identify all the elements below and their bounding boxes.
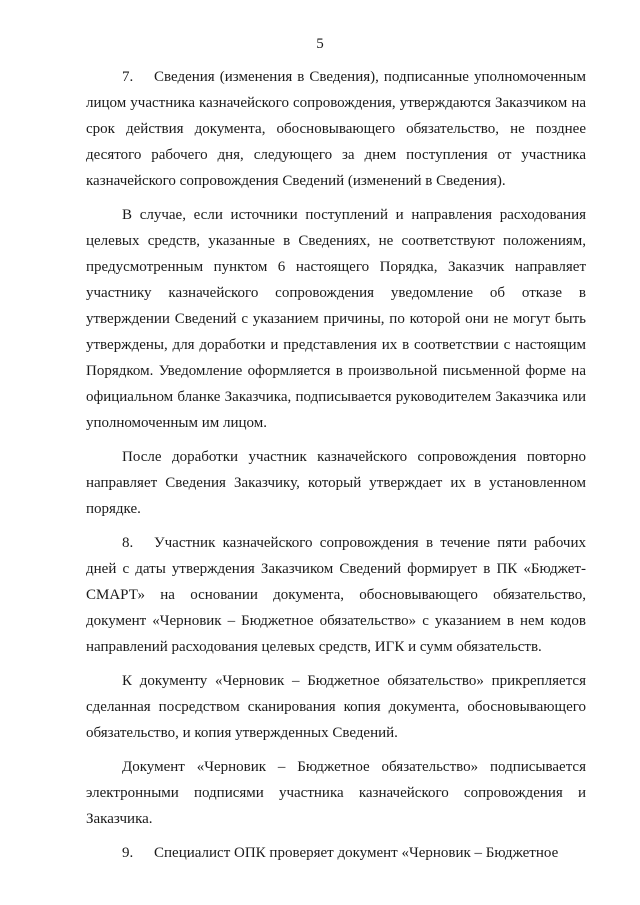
paragraph-refusal (86, 202, 586, 436)
item-number: 8. (122, 535, 134, 551)
paragraph-text: К документу «Черновик – Бюджетное обязательство» прикрепляется сделанная посредством сканирования копия документа, обосновывающего обязательство, и копия утвержденных Сведений. (86, 673, 586, 741)
item-number: 7. (122, 69, 134, 85)
paragraph-resubmit (86, 444, 586, 522)
paragraph-item-8 (86, 530, 586, 660)
page-number: 5 (316, 36, 324, 52)
paragraph-text: Участник казначейского сопровождения в течение пяти рабочих дней с даты утверждения Заказчиком Сведений формирует в ПК «Бюджет-СМАРТ» на основании документа, обосновывающего обязательство, документ «Черновик – Бюджетное обязательство» с указанием в нем кодов направлений расходования целевых средств, ИГК и сумм обязательств. (86, 535, 586, 655)
document-body (86, 64, 586, 872)
paragraph-text: Сведения (изменения в Сведения), подписанные уполномоченным лицом участника казначейского сопровождения, утверждаются Заказчиком на срок действия документа, обосновывающего обязательство, не позднее десятого рабочего дня, следующего за днем поступления от участника казначейского сопровождения Сведений (изменений в Сведения). (86, 69, 586, 189)
paragraph-text: Специалист ОПК проверяет документ «Черновик – Бюджетное (154, 845, 559, 861)
paragraph-signatures (86, 754, 586, 832)
paragraph-text: В случае, если источники поступлений и направления расходования целевых средств, указанные в Сведениях, не соответствуют положениям, предусмотренным пунктом 6 настоящего Порядка, Заказчик направляет участнику казначейского сопровождения уведомление об отказе в утверждении Сведений с указанием причины, по которой они не могут быть утверждены, для доработки и представления их в соответствии с настоящим Порядком. Уведомление оформляется в произвольной письменной форме на официальном бланке Заказчика, подписывается руководителем Заказчика или уполномоченным им лицом. (86, 207, 586, 431)
paragraph-attachment (86, 668, 586, 746)
paragraph-text: После доработки участник казначейского сопровождения повторно направляет Сведения Заказчику, который утверждает их в установленном порядке. (86, 449, 586, 517)
paragraph-text: Документ «Черновик – Бюджетное обязательство» подписывается электронными подписями участника казначейского сопровождения и Заказчика. (86, 759, 586, 827)
item-number: 9. (122, 845, 134, 861)
paragraph-item-7 (86, 64, 586, 194)
paragraph-item-9 (86, 840, 586, 866)
